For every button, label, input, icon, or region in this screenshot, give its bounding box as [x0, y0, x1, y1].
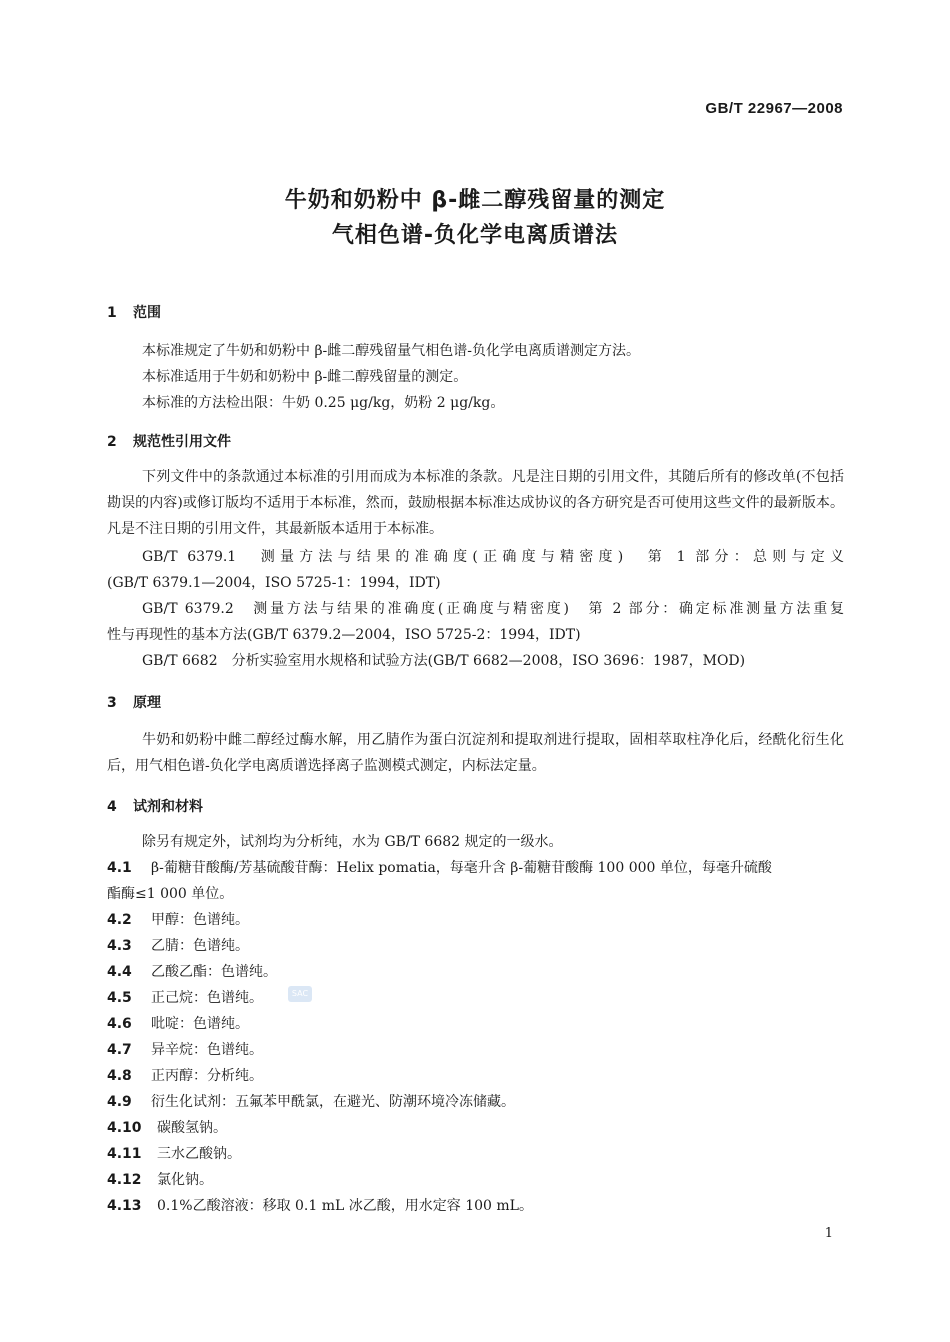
- section-number: 2: [107, 434, 117, 450]
- item-text: β-葡糖苷酸酶/芳基硫酸苷酶：Helix pomatia，每毫升含 β-葡糖苷酸酶 100 000 单位，每毫升硫酸: [151, 860, 772, 876]
- reference-1-line2: (GB/T 6379.1—2004，ISO 5725-1：1994，IDT): [107, 575, 441, 591]
- reagent-item: [107, 1065, 263, 1085]
- item-text: 衍生化试剂：五氟苯甲酰氯，在避光、防潮环境冷冻储藏。: [151, 1094, 515, 1110]
- reagent-item: [107, 961, 277, 981]
- item-number: 4.12: [107, 1172, 142, 1188]
- item-number: 4.3: [107, 938, 132, 954]
- reagent-item: [107, 909, 249, 929]
- reagent-item: [107, 1117, 227, 1137]
- item-number: 4.8: [107, 1068, 132, 1084]
- section-2-heading: [107, 431, 231, 451]
- section-1-heading: [107, 302, 161, 322]
- document-title-line1: 牛奶和奶粉中 β-雌二醇残留量的测定: [284, 188, 666, 213]
- item-text: 吡啶：色谱纯。: [151, 1016, 249, 1032]
- standard-code: GB/T 22967—2008: [705, 100, 843, 117]
- reference-3: GB/T 6682 分析实验室用水规格和试验方法(GB/T 6682—2008，ISO 3696：1987，MOD): [142, 653, 746, 669]
- section-title: 范围: [133, 305, 161, 321]
- section-title: 规范性引用文件: [133, 434, 231, 450]
- item-number: 4.10: [107, 1120, 142, 1136]
- reagent-item: [107, 1091, 515, 1111]
- page-number: 1: [824, 1226, 833, 1241]
- section-title: 试剂和材料: [133, 799, 203, 815]
- section-number: 4: [107, 799, 117, 815]
- principle-paragraph: 牛奶和奶粉中雌二醇经过酶水解，用乙腈作为蛋白沉淀剂和提取剂进行提取，固相萃取柱净化后，经酰化衍生化后，用气相色谱-负化学电离质谱选择离子监测模式测定，内标法定量。: [107, 732, 844, 774]
- item-number: 4.2: [107, 912, 132, 928]
- reagent-item: [107, 987, 263, 1007]
- watermark-logo: SAC: [288, 986, 312, 1002]
- document-title-line2: 气相色谱-负化学电离质谱法: [331, 223, 619, 248]
- reagent-item: [107, 1195, 533, 1215]
- item-number: 4.5: [107, 990, 132, 1006]
- section-3-heading: [107, 692, 161, 712]
- scope-paragraph-2: 本标准适用于牛奶和奶粉中 β-雌二醇残留量的测定。: [142, 369, 468, 385]
- item-number: 4.1: [107, 860, 132, 876]
- item-number: 4.9: [107, 1094, 132, 1110]
- item-text: 乙酸乙酯：色谱纯。: [151, 964, 277, 980]
- item-number: 4.7: [107, 1042, 132, 1058]
- reference-2-line2: 性与再现性的基本方法(GB/T 6379.2—2004，ISO 5725-2：1994，IDT): [107, 627, 581, 643]
- item-text: 甲醇：色谱纯。: [151, 912, 249, 928]
- reference-2-line1: GB/T 6379.2 测量方法与结果的准确度(正确度与精密度) 第 2 部分：确定标准测量方法重复: [142, 601, 844, 617]
- reagent-item: [107, 857, 772, 877]
- section-4-heading: [107, 796, 203, 816]
- section-number: 3: [107, 695, 117, 711]
- section-title: 原理: [133, 695, 161, 711]
- reference-1-line1: GB/T 6379.1 测量方法与结果的准确度(正确度与精密度) 第 1 部分：总则与定义: [142, 549, 844, 565]
- reagent-item: [107, 1039, 263, 1059]
- item-text: 碳酸氢钠。: [157, 1120, 227, 1136]
- reagents-intro: 除另有规定外，试剂均为分析纯，水为 GB/T 6682 规定的一级水。: [142, 834, 563, 850]
- item-number: 4.13: [107, 1198, 142, 1214]
- reagent-item: [107, 1013, 249, 1033]
- item-text: 氯化钠。: [157, 1172, 213, 1188]
- section-number: 1: [107, 305, 117, 321]
- item-text: 异辛烷：色谱纯。: [151, 1042, 263, 1058]
- reagent-item-continuation: 酯酶≤1 000 单位。: [107, 886, 234, 902]
- reagent-item: [107, 935, 249, 955]
- normative-references-intro: 下列文件中的条款通过本标准的引用而成为本标准的条款。凡是注日期的引用文件，其随后所有的修改单(不包括勘误的内容)或修订版均不适用于本标准，然而，鼓励根据本标准达成协议的各方研究是否可使用这些文件的最新版本。凡是不注日期的引用文件，其最新版本适用于本标准。: [107, 469, 844, 537]
- item-text: 正丙醇：分析纯。: [151, 1068, 263, 1084]
- item-number: 4.6: [107, 1016, 132, 1032]
- scope-paragraph-3: 本标准的方法检出限：牛奶 0.25 μg/kg，奶粉 2 μg/kg。: [142, 395, 505, 411]
- item-text: 正己烷：色谱纯。: [151, 990, 263, 1006]
- reagent-item: [107, 1143, 241, 1163]
- reagent-item: [107, 1169, 213, 1189]
- scope-paragraph-1: 本标准规定了牛奶和奶粉中 β-雌二醇残留量气相色谱-负化学电离质谱测定方法。: [142, 343, 641, 359]
- item-number: 4.4: [107, 964, 132, 980]
- item-text: 乙腈：色谱纯。: [151, 938, 249, 954]
- item-number: 4.11: [107, 1146, 142, 1162]
- item-text: 0.1%乙酸溶液：移取 0.1 mL 冰乙酸，用水定容 100 mL。: [157, 1198, 533, 1214]
- item-text: 三水乙酸钠。: [157, 1146, 241, 1162]
